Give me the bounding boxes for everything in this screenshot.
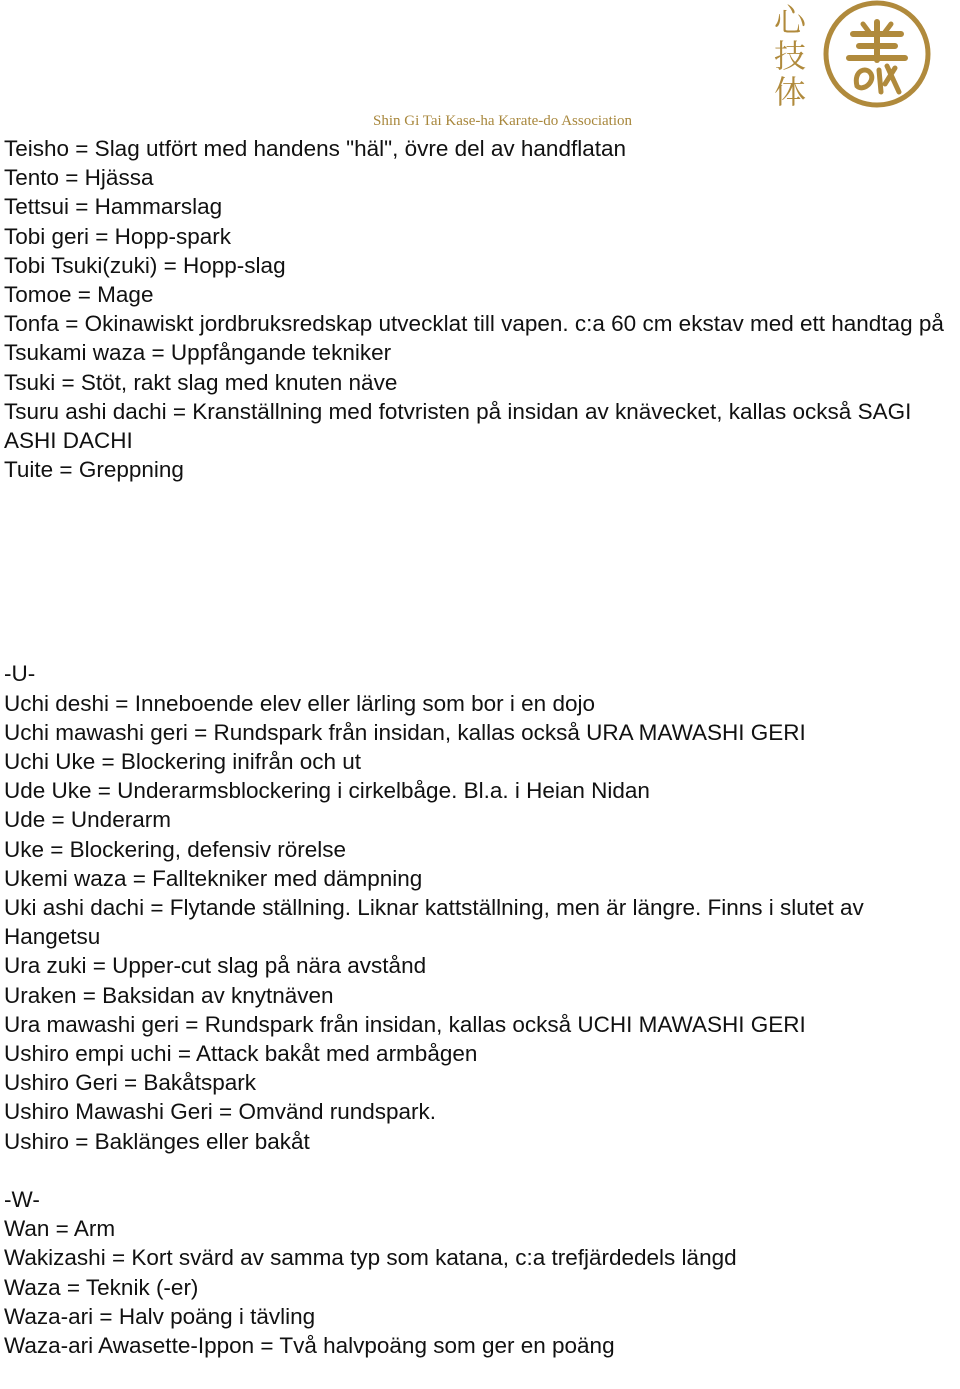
logo-kanji: 技: [773, 37, 806, 75]
glossary-entry: Tuite = Greppning: [4, 457, 184, 483]
glossary-entry: Uchi deshi = Inneboende elev eller lärling som bor i en dojo: [4, 690, 595, 716]
glossary-entry: Ushiro Mawashi Geri = Omvänd rundspark.: [4, 1099, 437, 1125]
glossary-entry: Ushiro Geri = Bakåtspark: [4, 1070, 256, 1096]
section-gap: [4, 1156, 958, 1185]
glossary-entry: Ushiro empi uchi = Attack bakåt med armbågen: [4, 1041, 478, 1067]
glossary-entry: Teisho = Slag utfört med handens "häl", övre del av handflatan: [4, 136, 627, 161]
glossary-entry: Uchi Uke = Blockering inifrån och ut: [4, 749, 362, 775]
glossary-entry: Ura mawashi geri = Rundspark från insidan, kallas också UCHI MAWASHI GERI: [4, 1011, 806, 1037]
glossary-entry: Waza-ari Awasette-Ippon = Två halvpoäng som ger en poäng: [4, 1332, 615, 1358]
glossary-entry: Uke = Blockering, defensiv rörelse: [4, 836, 347, 862]
glossary-entry: Tonfa = Okinawiskt jordbruksredskap utvecklat till vapen. c:a 60 cm ekstav med ett handtag på: [4, 311, 944, 337]
kanji-column: [762, 2, 818, 110]
section-heading: -W-: [4, 1186, 40, 1212]
glossary-entry: Tobi Tsuki(zuki) = Hopp-slag: [4, 252, 286, 278]
logo-kanji: 体: [773, 73, 806, 111]
glossary-entry: Ukemi waza = Falltekniker med dämpning: [4, 865, 423, 891]
glossary-entry: Uki ashi dachi = Flytande ställning. Liknar kattställning, men är längre. Finns i slutet av Hangetsu: [4, 895, 871, 950]
glossary-entry: Tomoe = Mage: [4, 282, 154, 308]
glossary-entry: Tsukami waza = Uppfångande tekniker: [4, 340, 392, 366]
glossary-entry: Tsuki = Stöt, rakt slag med knuten näve: [4, 369, 398, 395]
page-header: [0, 0, 960, 132]
glossary-content: [4, 134, 958, 1360]
seal-emblem-icon: [823, 0, 931, 108]
glossary-entry: Wan = Arm: [4, 1216, 116, 1242]
section-heading: -U-: [4, 661, 36, 687]
glossary-entry: Uraken = Baksidan av knytnäven: [4, 982, 334, 1008]
logo-kanji: 心: [773, 1, 806, 39]
glossary-entry: Waza = Teknik (-er): [4, 1274, 199, 1300]
glossary-entry: Waza-ari = Halv poäng i tävling: [4, 1303, 316, 1329]
association-name: Shin Gi Tai Kase-ha Karate-do Association: [372, 113, 633, 129]
glossary-entry: Tsuru ashi dachi = Kranställning med fotvristen på insidan av knävecket, kallas också SAGI ASHI DACHI: [4, 398, 917, 454]
glossary-entry: Uchi mawashi geri = Rundspark från insidan, kallas också URA MAWASHI GERI: [4, 719, 806, 745]
glossary-entry: Tettsui = Hammarslag: [4, 194, 223, 220]
glossary-entry: Ura zuki = Upper-cut slag på nära avstånd: [4, 953, 427, 979]
section-gap: [4, 484, 958, 659]
glossary-entry: Tobi geri = Hopp-spark: [4, 223, 231, 249]
glossary-entry: Ude = Underarm: [4, 807, 171, 833]
glossary-entry: Ushiro = Baklänges eller bakåt: [4, 1128, 310, 1154]
glossary-entry: Tento = Hjässa: [4, 165, 154, 191]
glossary-entry: Wakizashi = Kort svärd av samma typ som katana, c:a trefjärdedels längd: [4, 1245, 737, 1271]
glossary-entry: Ude Uke = Underarmsblockering i cirkelbåge. Bl.a. i Heian Nidan: [4, 778, 650, 804]
